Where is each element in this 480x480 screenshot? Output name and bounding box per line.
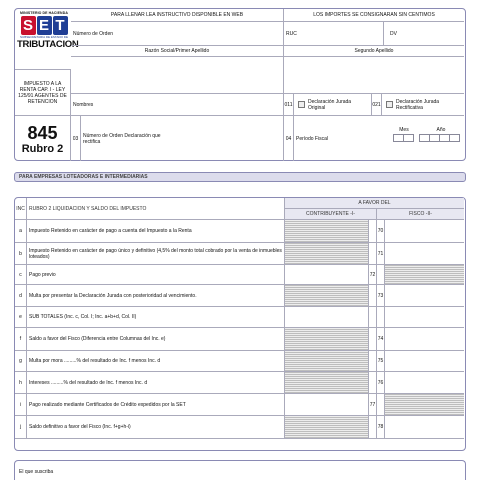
footer-frame [14, 460, 466, 480]
contribuyente-cell [285, 243, 369, 265]
periodo-mes-label: Mes [399, 127, 409, 133]
contribuyente-code: 77 [369, 394, 377, 416]
row-description: Pago realizado mediante Certificados de Crédito expedidos por la SET [27, 394, 285, 416]
contribuyente-cell [285, 372, 369, 394]
contribuyente-code [369, 243, 377, 265]
periodo-mes-digit[interactable] [404, 135, 414, 142]
contribuyente-cell [285, 328, 369, 351]
contribuyente-code [369, 307, 377, 328]
razon-field[interactable] [71, 57, 284, 94]
segundo-field[interactable] [284, 57, 464, 94]
logo-letter-t: T [53, 16, 68, 35]
contribuyente-cell[interactable] [285, 394, 369, 416]
contribuyente-code [369, 416, 377, 439]
fisco-code [377, 394, 385, 416]
fisco-cell [385, 394, 464, 416]
fisco-cell[interactable] [385, 351, 464, 372]
dj-original-num: 011 [284, 94, 294, 115]
fisco-code [377, 265, 385, 285]
contribuyente-cell [285, 351, 369, 372]
row-description: Intereses .........% del resultado de Inc. f menos Inc. d [27, 372, 285, 394]
row-description: SUB TOTALES (Inc. c, Col. I; Inc. a+b+d, Col. II) [27, 307, 285, 328]
periodo-mes-digit[interactable] [394, 135, 404, 142]
dj-original-option[interactable] [284, 94, 372, 116]
fisco-cell[interactable] [385, 243, 464, 265]
contribuyente-cell [285, 220, 369, 243]
fisco-code: 71 [377, 243, 385, 265]
liquidacion-table [14, 197, 466, 451]
row-description: Saldo definitivo a favor del Fisco (Inc. f+g+h-i) [27, 416, 285, 439]
fisco-code: 74 [377, 328, 385, 351]
row-inc-letter: e [15, 307, 27, 328]
contribuyente-code [369, 328, 377, 351]
fisco-code: 78 [377, 416, 385, 439]
orden-label: Número de Orden [73, 30, 114, 37]
fisco-code [377, 307, 385, 328]
fisco-cell[interactable] [385, 307, 464, 328]
fisco-cell[interactable] [385, 372, 464, 394]
dv-field[interactable] [384, 22, 464, 46]
row-inc-letter: h [15, 372, 27, 394]
suscribe-label: El que suscriba [19, 469, 54, 475]
form-number: 845 [27, 122, 58, 143]
rectifica-num: 03 [71, 116, 81, 161]
dj-original-label: Declaración Jurada Original [308, 98, 352, 111]
row-inc-letter: a [15, 220, 27, 243]
periodo-anio-digit[interactable] [440, 135, 450, 142]
contribuyente-code [369, 285, 377, 307]
contribuyente-code [369, 351, 377, 372]
row-description: Saldo a favor del Fisco (Diferencia entre Columnas del Inc. e) [27, 328, 285, 351]
logo-letter-e: E [37, 16, 52, 35]
rubro-header: RUBRO 2 LIQUIDACION Y SALDO DEL IMPUESTO [27, 198, 285, 220]
fisco-header: FISCO -II- [377, 209, 464, 220]
logo-subtitle: SUBSECRETARIA DE ESTADO DE [20, 35, 68, 39]
row-description: Impuesto Retenido en carácter de pago a cuenta del Impuesto a la Renta [27, 220, 285, 243]
rectifica-field[interactable] [71, 116, 284, 161]
row-inc-letter: i [15, 394, 27, 416]
ruc-label: RUC [286, 30, 297, 37]
favor-header: A FAVOR DEL [285, 198, 464, 209]
logo-ministerio: MINISTERIO DE HACIENDA [20, 11, 68, 15]
row-inc-letter: d [15, 285, 27, 307]
dj-rect-checkbox[interactable] [386, 101, 393, 108]
form-rubro: Rubro 2 [21, 142, 64, 155]
dj-original-checkbox[interactable] [298, 101, 305, 108]
razon-label: Razón Social/Primer Apellido [71, 46, 284, 57]
nombres-field[interactable] [71, 94, 284, 116]
contribuyente-cell[interactable] [285, 307, 369, 328]
contribuyente-code: 72 [369, 265, 377, 285]
fisco-cell[interactable] [385, 328, 464, 351]
dv-label: DV [390, 30, 397, 37]
periodo-grid[interactable] [393, 134, 460, 142]
section-title: PARA EMPRESAS LOTEADORAS E INTERMEDIARIAS [14, 172, 466, 182]
fisco-cell[interactable] [385, 220, 464, 243]
row-inc-letter: g [15, 351, 27, 372]
ruc-field[interactable] [284, 22, 384, 46]
row-inc-letter: j [15, 416, 27, 439]
periodo-anio-digit[interactable] [420, 135, 430, 142]
contribuyente-cell [285, 285, 369, 307]
header-frame [14, 8, 466, 161]
dj-rect-option[interactable] [372, 94, 464, 116]
row-inc-letter: b [15, 243, 27, 265]
nombres-label: Nombres [73, 101, 94, 108]
contribuyente-cell [285, 416, 369, 439]
contribuyente-header: CONTRIBUYENTE -I- [285, 209, 377, 220]
fisco-code: 70 [377, 220, 385, 243]
row-description: Multa por presentar la Declaración Jurada con posterioridad al vencimiento. [27, 285, 285, 307]
fisco-cell[interactable] [385, 416, 464, 439]
instructivo-note: PARA LLENAR LEA INSTRUCTIVO DISPONIBLE EN WEB [71, 9, 284, 22]
logo-letter-s: S [21, 16, 36, 35]
segundo-label: Segundo Apellido [284, 46, 464, 57]
row-description: Multa por mora .........% del resultado de Inc. f menos Inc. d [27, 351, 285, 372]
periodo-num: 04 [284, 116, 294, 161]
rectifica-label: Número de Orden Declaración que rectifica [83, 132, 161, 145]
impuesto-description [15, 69, 71, 116]
fisco-code: 75 [377, 351, 385, 372]
impuesto-text: IMPUESTO A LA RENTA CAP. I - LEY 125/91 AGENTES DE RETENCION [18, 80, 67, 105]
dj-rect-num: 021 [372, 94, 382, 115]
row-inc-letter: c [15, 265, 27, 285]
logo-set-letters [17, 16, 71, 35]
periodo-anio-digit[interactable] [450, 135, 460, 142]
fisco-code: 73 [377, 285, 385, 307]
importes-note: LOS IMPORTES SE CONSIGNARAN SIN CENTIMOS [284, 9, 464, 22]
row-description: Impuesto Retenido en carácter de pago único y definitivo (4,5% del monto total cobrado por la venta de inmuebles loteados) [27, 243, 285, 265]
periodo-anio-label: Año [436, 127, 446, 133]
form-id-box [15, 116, 71, 161]
contribuyente-code [369, 220, 377, 243]
dj-rect-label: Declaración Jurada Rectificativa [396, 98, 440, 111]
periodo-anio-digit[interactable] [430, 135, 440, 142]
orden-field[interactable] [71, 22, 284, 46]
logo-word: TRIBUTACION [17, 38, 79, 50]
inc-header: INC [15, 198, 27, 220]
row-description: Pago previo [27, 265, 285, 285]
periodo-label: Período Fiscal [296, 135, 328, 142]
row-inc-letter: f [15, 328, 27, 351]
contribuyente-code [369, 372, 377, 394]
fisco-cell[interactable] [385, 285, 464, 307]
fisco-code: 76 [377, 372, 385, 394]
set-logo [17, 11, 79, 67]
fisco-cell [385, 265, 464, 285]
contribuyente-cell[interactable] [285, 265, 369, 285]
